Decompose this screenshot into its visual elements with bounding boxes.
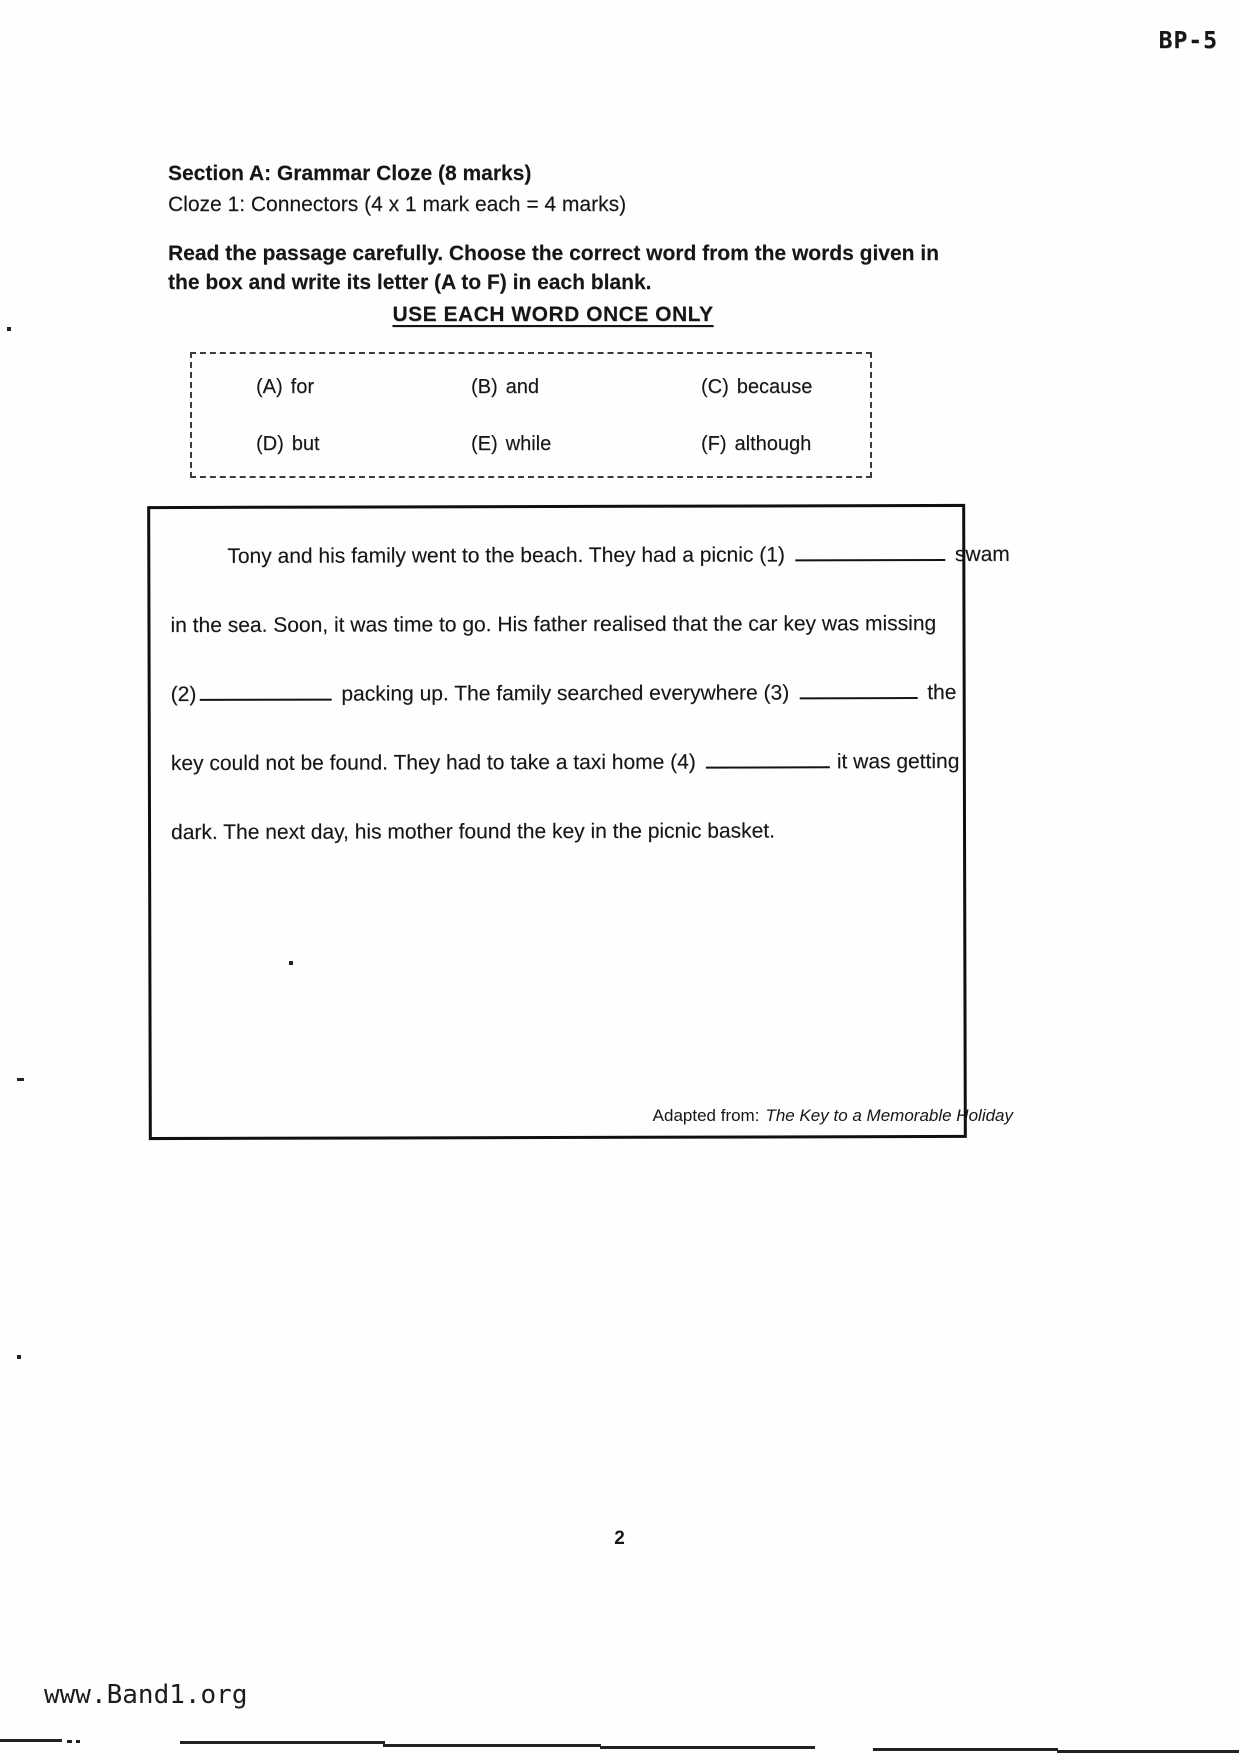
word-option-c [701,376,870,399]
scan-line [0,1739,62,1742]
passage-box [147,504,1010,1140]
blank-4 [706,762,830,768]
scan-speck [17,1078,24,1081]
blank-2 [199,695,331,701]
option-letter: (B) [471,376,498,398]
scan-line [67,1740,72,1743]
passage-line-5 [171,796,937,867]
option-word: and [505,376,540,398]
option-letter: (D) [256,433,284,455]
word-bank-box [190,352,872,478]
scan-line [383,1744,601,1747]
passage-text: it was getting [836,749,960,774]
section-header [168,162,626,217]
option-word: because [736,376,813,398]
passage-line-2 [170,589,936,660]
attribution-title: The Key to a Memorable Holiday [765,1106,1013,1125]
use-each-word-once-heading: USE EACH WORD ONCE ONLY [392,303,714,326]
scan-line [1057,1750,1239,1753]
cloze-passage [150,507,1010,867]
passage-line-3 [170,658,957,729]
word-option-a [256,376,471,399]
instructions-text: Read the passage carefully. Choose the correct word from the words given in the box and write its letter (A to F) in each blank. [168,242,939,294]
emphasis-wrap [168,303,938,327]
passage-line-4 [170,727,960,798]
passage-text: key could not be found. They had to take a taxi home (4) [170,750,696,776]
word-option-b [471,376,701,399]
section-title: Section A: Grammar Cloze (8 marks) [168,162,532,185]
word-option-d [256,433,471,456]
scan-speck [17,1355,21,1359]
word-bank-grid [192,354,870,456]
scan-line [76,1740,80,1743]
option-letter: (A) [256,376,283,398]
word-option-f [701,433,870,456]
passage-text: the [927,680,957,705]
attribution-prefix: Adapted from: [652,1106,760,1125]
scan-line [600,1746,815,1749]
option-word: but [291,433,320,455]
passage-line-1 [170,520,1010,591]
scan-line [180,1741,385,1744]
scan-line [873,1748,1058,1751]
passage-text: swam [954,542,1010,566]
scan-speck [289,961,293,965]
passage-text: in the sea. Soon, it was time to go. His father realised that the car key was missing [170,612,937,638]
scan-speck [7,327,11,331]
watermark-url: www.Band1.org [44,1680,248,1710]
option-letter: (E) [471,433,498,455]
page-corner-code: BP-5 [1158,28,1218,54]
passage-text: dark. The next day, his mother found the key in the picnic basket. [170,819,775,845]
word-option-e [471,433,701,456]
passage-text: Tony and his family went to the beach. They had a picnic (1) [227,543,785,568]
option-word: for [290,376,315,398]
page-number: 2 [614,1528,625,1549]
option-word: while [505,433,552,455]
blank-3 [799,693,917,699]
option-letter: (C) [701,376,729,398]
passage-text: packing up. The family searched everywhere (3) [341,681,790,706]
blank-1 [795,555,945,561]
option-letter: (F) [701,433,727,455]
option-word: although [734,433,812,455]
attribution [653,1106,1013,1126]
cloze-subtitle: Cloze 1: Connectors (4 x 1 mark each = 4 marks) [168,193,627,216]
passage-text: (2) [170,682,197,707]
